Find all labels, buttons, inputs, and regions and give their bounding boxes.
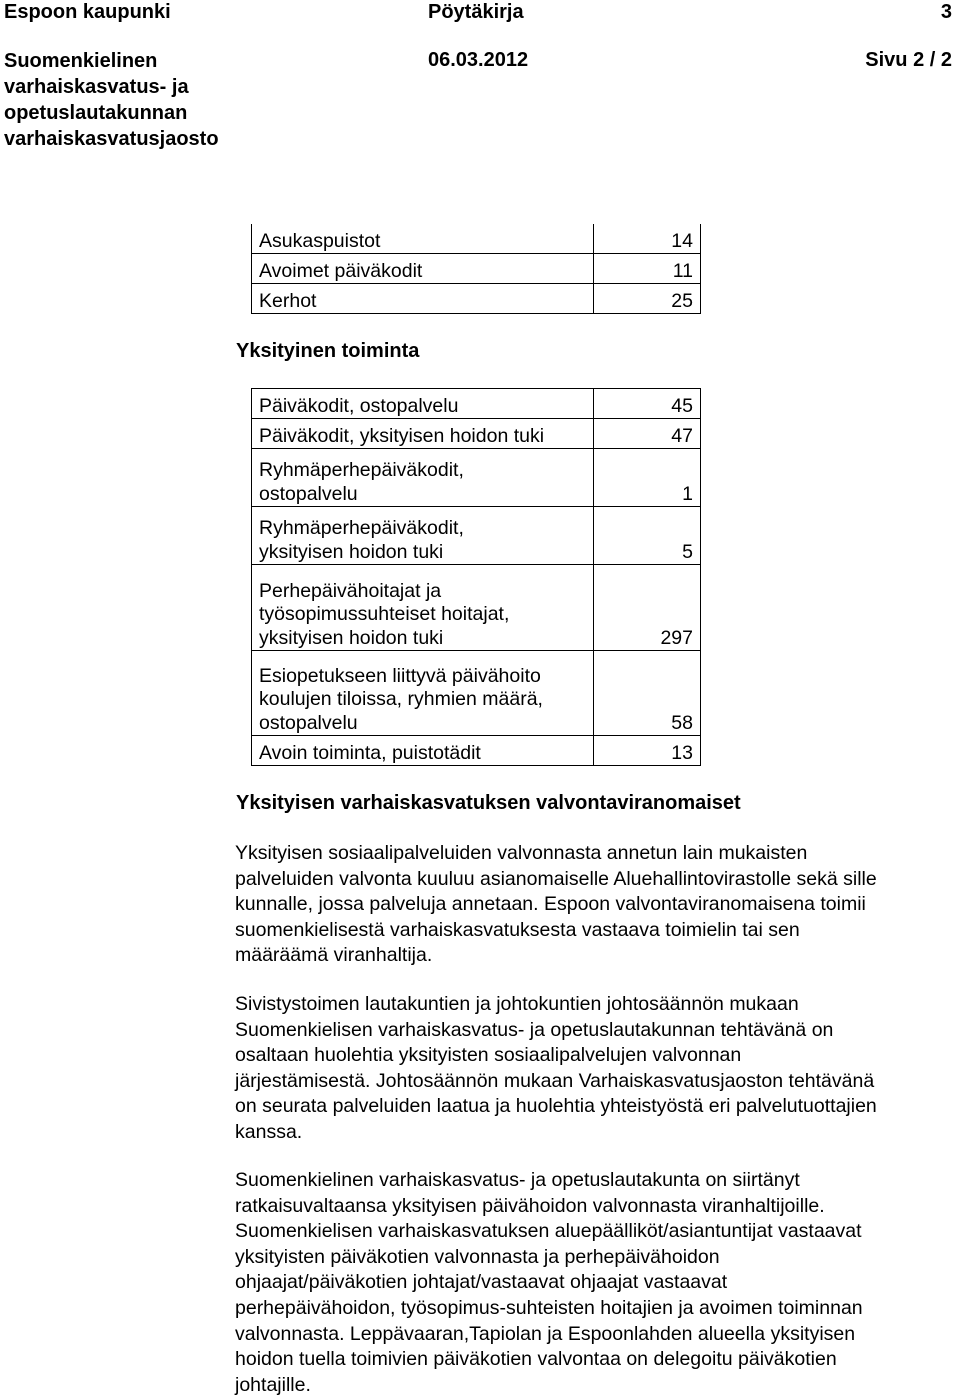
table-cell-value: 47 <box>594 419 701 449</box>
table-row <box>252 254 701 284</box>
table-cell-label: Päiväkodit, yksityisen hoidon tuki <box>252 419 594 449</box>
organ-line: varhaiskasvatusjaosto <box>4 128 219 150</box>
table-cell-label <box>252 449 594 507</box>
table-cell-value: 14 <box>594 224 701 254</box>
cell-line: yksityisen hoidon tuki <box>259 540 444 563</box>
cell-line: Perhepäivähoitajat ja <box>259 579 442 602</box>
text-line: kanssa. <box>235 1120 303 1143</box>
table-cell-value: 11 <box>594 254 701 284</box>
table-cell-label <box>252 565 594 651</box>
text-line: hoidon tuella toimivien päiväkotien valvontaa on delegoitu päiväkotien <box>235 1348 837 1371</box>
city-name: Espoon kaupunki <box>4 1 171 23</box>
table-cell-label: Kerhot <box>252 284 594 314</box>
cell-line: Ryhmäperhepäiväkodit, <box>259 517 464 539</box>
table-row <box>252 736 701 766</box>
meeting-date: 06.03.2012 <box>428 49 529 71</box>
private-services-table <box>251 388 701 766</box>
table-cell-value: 13 <box>594 736 701 766</box>
text-line: suomenkielisestä varhaiskasvatuksesta vastaava toimielin tai sen <box>235 918 800 941</box>
text-line: palveluiden valvonta kuuluu asianomaiselle Aluehallintovirastolle sekä sille <box>235 867 877 890</box>
text-line: järjestämisestä. Johtosäännön mukaan Varhaiskasvatusjaoston tehtävänä <box>235 1069 875 1092</box>
table-cell-value: 1 <box>594 449 701 507</box>
text-line: osaltaan huolehtia yksityisten sosiaalipalvelujen valvonnan <box>235 1044 742 1067</box>
organ-line: Suomenkielinen <box>4 50 158 72</box>
table-cell-label: Asukaspuistot <box>252 224 594 254</box>
page-number: Sivu 2 / 2 <box>865 49 952 71</box>
cell-line: Esiopetukseen liittyvä päivähoito <box>259 664 541 687</box>
table-row <box>252 651 701 736</box>
table-cell-value: 297 <box>594 565 701 651</box>
table-row <box>252 389 701 419</box>
table-cell-value: 45 <box>594 389 701 419</box>
text-line: Suomenkielinen varhaiskasvatus- ja opetuslautakunta on siirtänyt <box>235 1169 800 1191</box>
organ-line: opetuslautakunnan <box>4 102 188 124</box>
text-line: ohjaajat/päiväkotien johtajat/vastaavat ohjaajat vastaavat <box>235 1271 728 1294</box>
table-cell-value: 25 <box>594 284 701 314</box>
cell-line: ostopalvelu <box>259 711 358 734</box>
text-line: kunnalle, jossa palveluja annetaan. Espoon valvontaviranomaisena toimii <box>235 893 866 916</box>
table-cell-value: 58 <box>594 651 701 736</box>
private-activity-heading: Yksityinen toiminta <box>236 340 420 362</box>
paragraph <box>235 1168 959 1398</box>
table-cell-label <box>252 651 594 736</box>
public-services-table <box>251 224 701 314</box>
section-number: 3 <box>940 1 952 23</box>
table-cell-label <box>252 507 594 565</box>
paragraph <box>235 992 959 1146</box>
text-line: Sivistystoimen lautakuntien ja johtokuntien johtosäännön mukaan <box>235 993 799 1015</box>
table-cell-label: Avoin toiminta, puistotädit <box>252 736 594 766</box>
text-line: yksityisten päiväkotien valvonnasta ja perhepäivähoidon <box>235 1245 720 1268</box>
text-line: johtajille. <box>235 1373 311 1396</box>
cell-line: koulujen tiloissa, ryhmien määrä, <box>259 688 543 710</box>
table-cell-value: 5 <box>594 507 701 565</box>
text-line: Suomenkielisen varhaiskasvatus- ja opetuslautakunnan tehtävänä on <box>235 1018 834 1041</box>
supervisors-heading: Yksityisen varhaiskasvatuksen valvontaviranomaiset <box>236 792 741 814</box>
text-line: määräämä viranhaltija. <box>235 944 433 967</box>
table-row <box>252 224 701 254</box>
cell-line: Ryhmäperhepäiväkodit, <box>259 459 464 481</box>
organ-line: varhaiskasvatus- ja <box>4 76 189 98</box>
table-row <box>252 419 701 449</box>
text-line: on seurata palveluiden laatua ja huolehtia yhteistyöstä eri palvelutuottajien <box>235 1095 877 1118</box>
text-line: valvonnasta. Leppävaaran,Tapiolan ja Espoonlahden alueella yksityisen <box>235 1322 856 1345</box>
cell-line: työsopimussuhteiset hoitajat, <box>259 603 510 625</box>
cell-line: ostopalvelu <box>259 482 358 505</box>
text-line: perhepäivähoidon, työsopimus-suhteisten hoitajien ja avoimen toiminnan <box>235 1296 863 1319</box>
text-line: Suomenkielisen varhaiskasvatuksen aluepäälliköt/asiantuntijat vastaavat <box>235 1220 862 1243</box>
table-cell-label: Päiväkodit, ostopalvelu <box>252 389 594 419</box>
text-line: ratkaisuvaltaansa yksityisen päivähoidon valvonnasta viranhaltijoille. <box>235 1194 825 1217</box>
table-row <box>252 449 701 507</box>
organ-name <box>4 48 264 152</box>
text-line: Yksityisen sosiaalipalveluiden valvonnasta annetun lain mukaisten <box>235 842 808 864</box>
table-cell-label: Avoimet päiväkodit <box>252 254 594 284</box>
paragraph <box>235 841 959 969</box>
table-row <box>252 565 701 651</box>
cell-line: yksityisen hoidon tuki <box>259 626 444 649</box>
table-row <box>252 507 701 565</box>
document-type: Pöytäkirja <box>428 1 524 23</box>
table-row <box>252 284 701 314</box>
